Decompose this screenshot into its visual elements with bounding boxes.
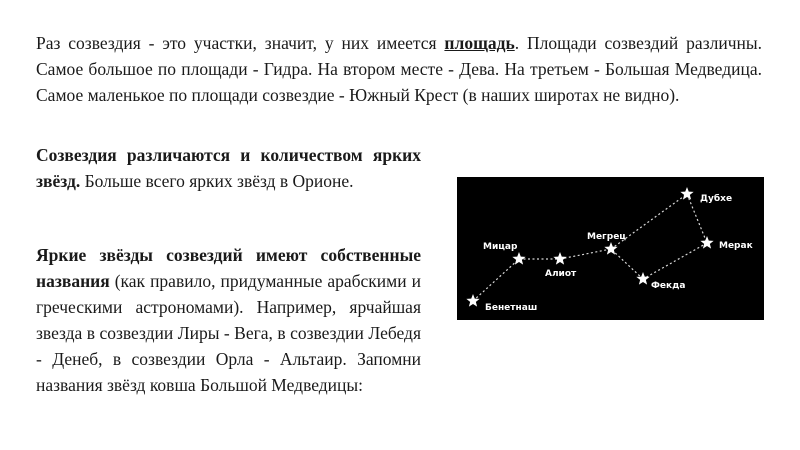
star-label-benetnash: Бенетнаш bbox=[485, 303, 538, 313]
intro-text-after: . Площади созвездий различны. Самое большое по площади - Гидра. На втором месте - Дева. На третьем - Большая Медведица. Самое маленькое по площади созвездие - Южный Крест (в наших широтах не видно). bbox=[36, 33, 763, 105]
star-names-rest: (как правило, придуманные арабскими и греческими астрономами). Например, ярчайшая звезда в созвездии Лиры - Вега, в созвездии Лебедя - Денеб, в созвездии Орла - Альтаир. Запомни названия звёзд ковша Большой Медведицы: bbox=[36, 271, 421, 395]
star-names-paragraph bbox=[36, 242, 421, 398]
intro-paragraph bbox=[36, 30, 762, 108]
bright-stars-rest: Больше всего ярких звёзд в Орионе. bbox=[80, 171, 354, 191]
bright-stars-paragraph bbox=[36, 142, 421, 194]
star-label-merak: Мерак bbox=[719, 241, 753, 251]
big-dipper-diagram bbox=[457, 177, 764, 320]
star-label-mizar: Мицар bbox=[483, 242, 518, 252]
intro-text-before: Раз созвездия - это участки, значит, у них имеется bbox=[36, 33, 445, 53]
star-label-phecda: Фекда bbox=[651, 281, 686, 291]
star-label-alioth: Алиот bbox=[545, 269, 577, 279]
star-label-dubhe: Дубхе bbox=[700, 194, 733, 204]
bright-stars-lead: Созвездия различаются и количеством ярких звёзд. bbox=[36, 145, 421, 191]
keyword-area: площадь bbox=[444, 33, 515, 53]
star-label-megrez: Мегрец bbox=[587, 232, 626, 242]
star-names-lead: Яркие звёзды созвездий имеют собственные названия bbox=[36, 245, 421, 291]
